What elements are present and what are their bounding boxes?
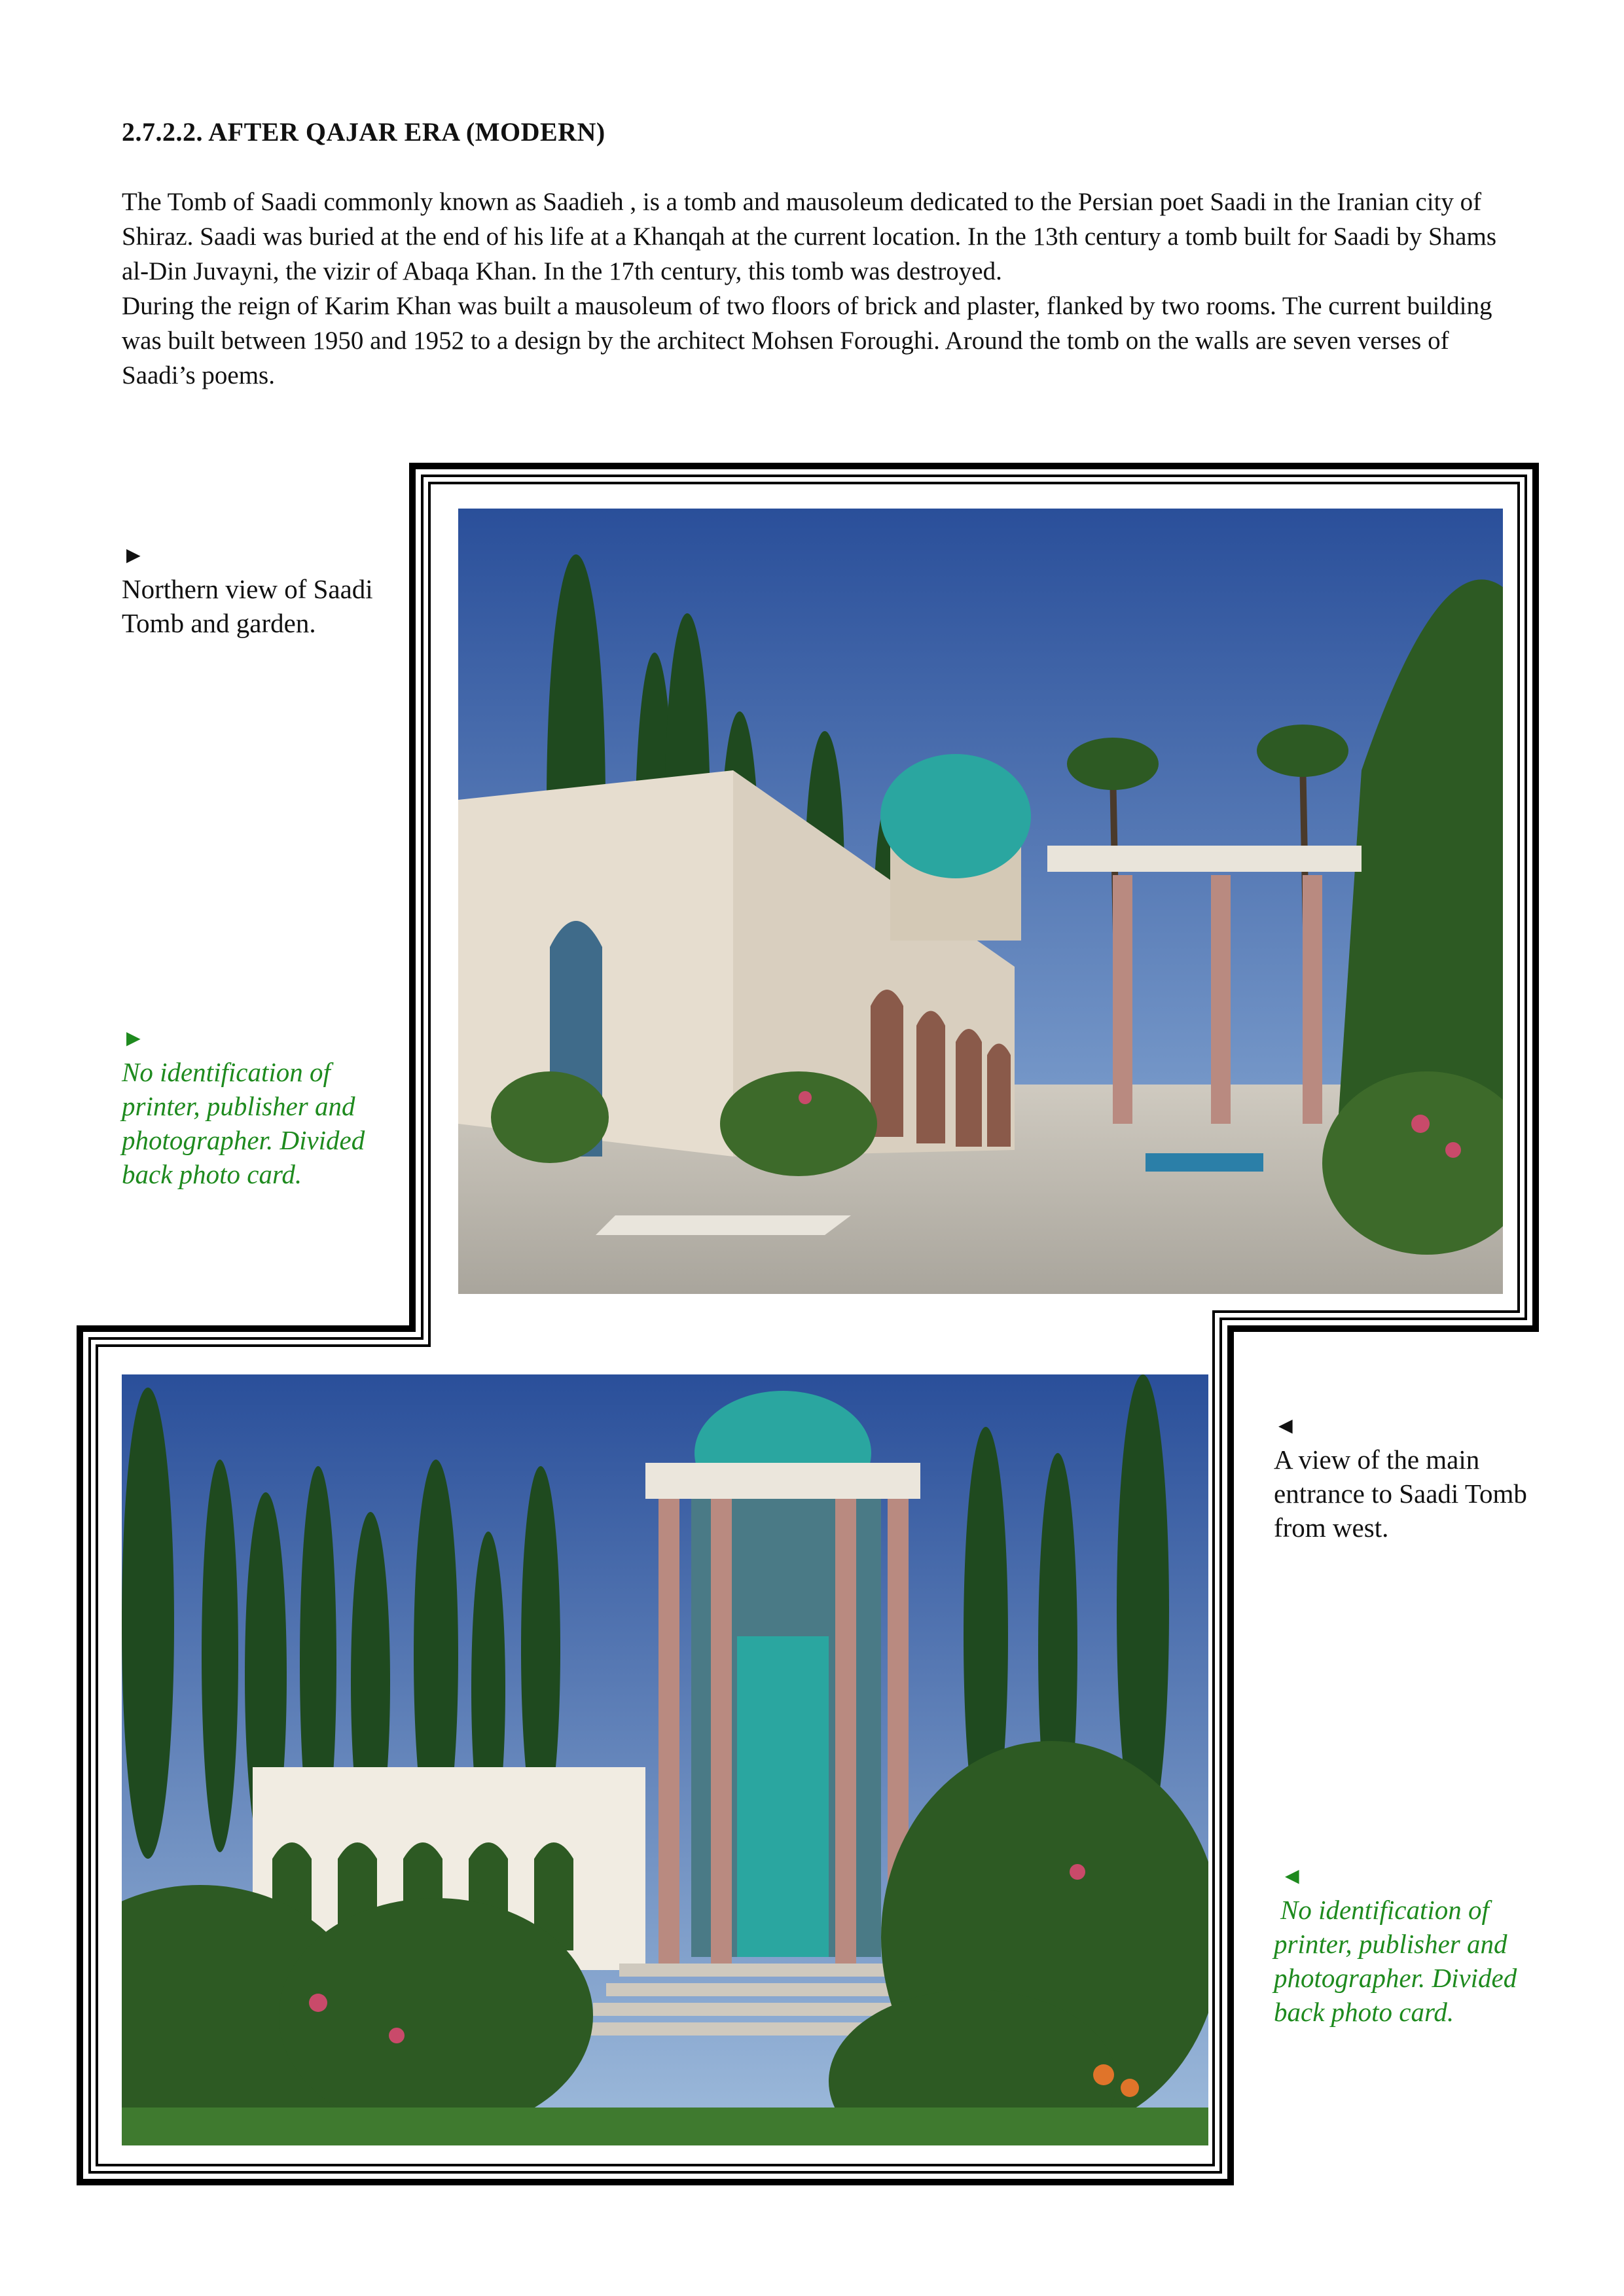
- caption-west-text: A view of the main entrance to Saadi Tomb from west.: [1274, 1444, 1527, 1543]
- caption-north-id-text: No identification of printer, publisher and photographer. Divided back photo card.: [122, 1057, 365, 1189]
- intro-text: [122, 185, 1509, 393]
- arrow-left-icon: ◄: [1280, 1863, 1304, 1889]
- caption-west-identification: [1274, 1859, 1523, 2029]
- photo-west-entrance: [122, 1374, 1208, 2145]
- section-heading: 2.7.2.2. AFTER QAJAR ERA (MODERN): [122, 117, 605, 147]
- arrow-right-icon: ►: [122, 542, 145, 568]
- caption-north-text: Northern view of Saadi Tomb and garden.: [122, 574, 373, 638]
- photo-postcard-north-view-icon: [458, 509, 1503, 1294]
- arrow-right-icon: ►: [122, 1025, 145, 1051]
- caption-north-identification: [122, 1021, 384, 1191]
- caption-west-entrance: [1274, 1408, 1536, 1545]
- intro-paragraph-1: The Tomb of Saadi commonly known as Saadieh , is a tomb and mausoleum dedicated to the Persian poet Saadi in the Iranian city of Shiraz. Saadi was buried at the end of his life at a Khanqah at the current location. In the 13th century a tomb built for Saadi by Shams al-Din Juvayni, the vizir of Abaqa Khan. In the 17th century, this tomb was destroyed.: [122, 188, 1497, 285]
- photo-postcard-west-entrance-icon: [122, 1374, 1208, 2145]
- caption-north-view: [122, 538, 384, 640]
- intro-paragraph-2: During the reign of Karim Khan was built a mausoleum of two floors of brick and plaster, flanked by two rooms. The current building was built between 1950 and 1952 to a design by the architect Mohsen Foroughi. Around the tomb on the walls are seven verses of Saadi’s poems.: [122, 292, 1492, 389]
- photo-north-view: [458, 509, 1503, 1294]
- arrow-left-icon: ◄: [1274, 1412, 1297, 1439]
- caption-west-id-text: No identification of printer, publisher and photographer. Divided back photo card.: [1274, 1895, 1517, 2027]
